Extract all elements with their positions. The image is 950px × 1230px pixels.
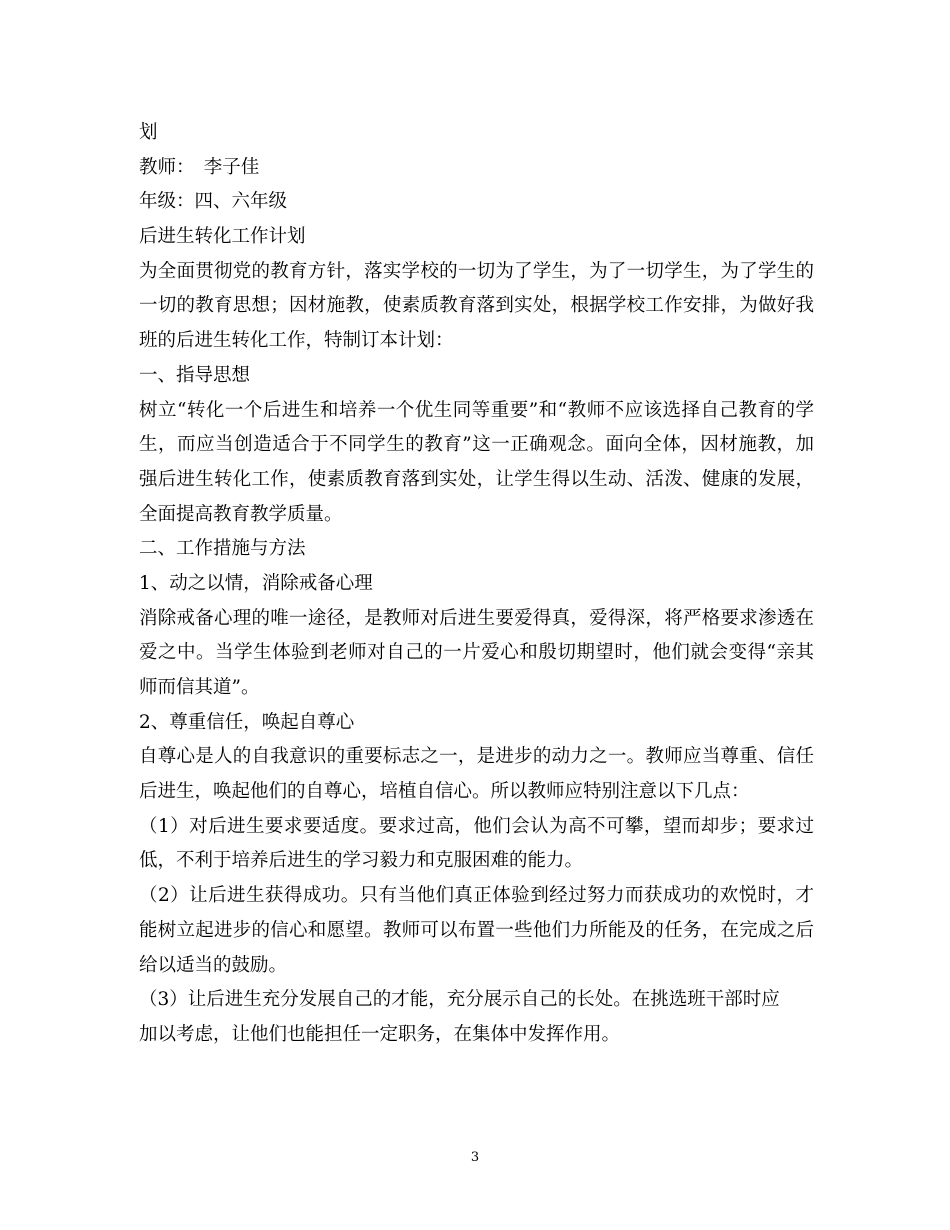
text-line: （2）让后进生获得成功。只有当他们真正体验到经过努力而获成功的欢悦时，才: [139, 885, 814, 907]
text-line: 自尊心是人的自我意识的重要标志之一，是进步的动力之一。教师应当尊重、信任: [139, 746, 814, 768]
text-line: 一、指导思想: [139, 364, 251, 386]
text-line: 给以适当的鼓励。: [139, 954, 288, 976]
text-line: 强后进生转化工作，使素质教育落到实处，让学生得以生动、活泼、健康的发展，: [139, 468, 814, 490]
text-line: 年级：四、六年级: [139, 191, 288, 213]
page-number: 3: [470, 1150, 480, 1165]
text-line: 2、尊重信任，唤起自尊心: [139, 711, 355, 733]
text-line: 二、工作措施与方法: [139, 538, 306, 560]
text-line: 树立“转化一个后进生和培养一个优生同等重要”和“教师不应该选择自己教育的学: [139, 399, 814, 421]
text-line: 一切的教育思想；因材施教，使素质教育落到实处，根据学校工作安排，为做好我: [139, 295, 814, 317]
text-line: 生，而应当创造适合于不同学生的教育”这一正确观念。面向全体，因材施教，加: [139, 434, 814, 456]
text-line: 1、动之以情，消除戒备心理: [139, 572, 373, 594]
text-line: 能树立起进步的信心和愿望。教师可以布置一些他们力所能及的任务，在完成之后: [139, 919, 814, 941]
document-body: [139, 116, 814, 1053]
text-line: （3）让后进生充分发展自己的才能，充分展示自己的长处。在挑选班干部时应: [139, 989, 780, 1011]
text-line: 加以考虑，让他们也能担任一定职务，在集体中发挥作用。: [139, 1023, 621, 1045]
text-line: 消除戒备心理的唯一途径，是教师对后进生要爱得真，爱得深，将严格要求渗透在: [139, 607, 814, 629]
text-line: 班的后进生转化工作，特制订本计划：: [139, 330, 454, 352]
text-line: 划: [139, 122, 158, 143]
text-line: 为全面贯彻党的教育方针，落实学校的一切为了学生，为了一切学生，为了学生的: [139, 260, 814, 282]
text-line: 低，不利于培养后进生的学习毅力和克服困难的能力。: [139, 850, 584, 872]
text-line: 教师： 李子佳: [139, 156, 260, 178]
text-line: 后进生转化工作计划: [139, 226, 306, 248]
text-line: 后进生，唤起他们的自尊心，培植自信心。所以教师应特别注意以下几点：: [139, 781, 750, 803]
text-line: 爱之中。当学生体验到老师对自己的一片爱心和殷切期望时，他们就会变得“亲其: [139, 642, 814, 664]
text-line: 全面提高教育教学质量。: [139, 503, 343, 525]
text-line: 师而信其道”。: [139, 677, 260, 698]
text-line: （1）对后进生要求要适度。要求过高，他们会认为高不可攀，望而却步；要求过: [139, 815, 814, 837]
